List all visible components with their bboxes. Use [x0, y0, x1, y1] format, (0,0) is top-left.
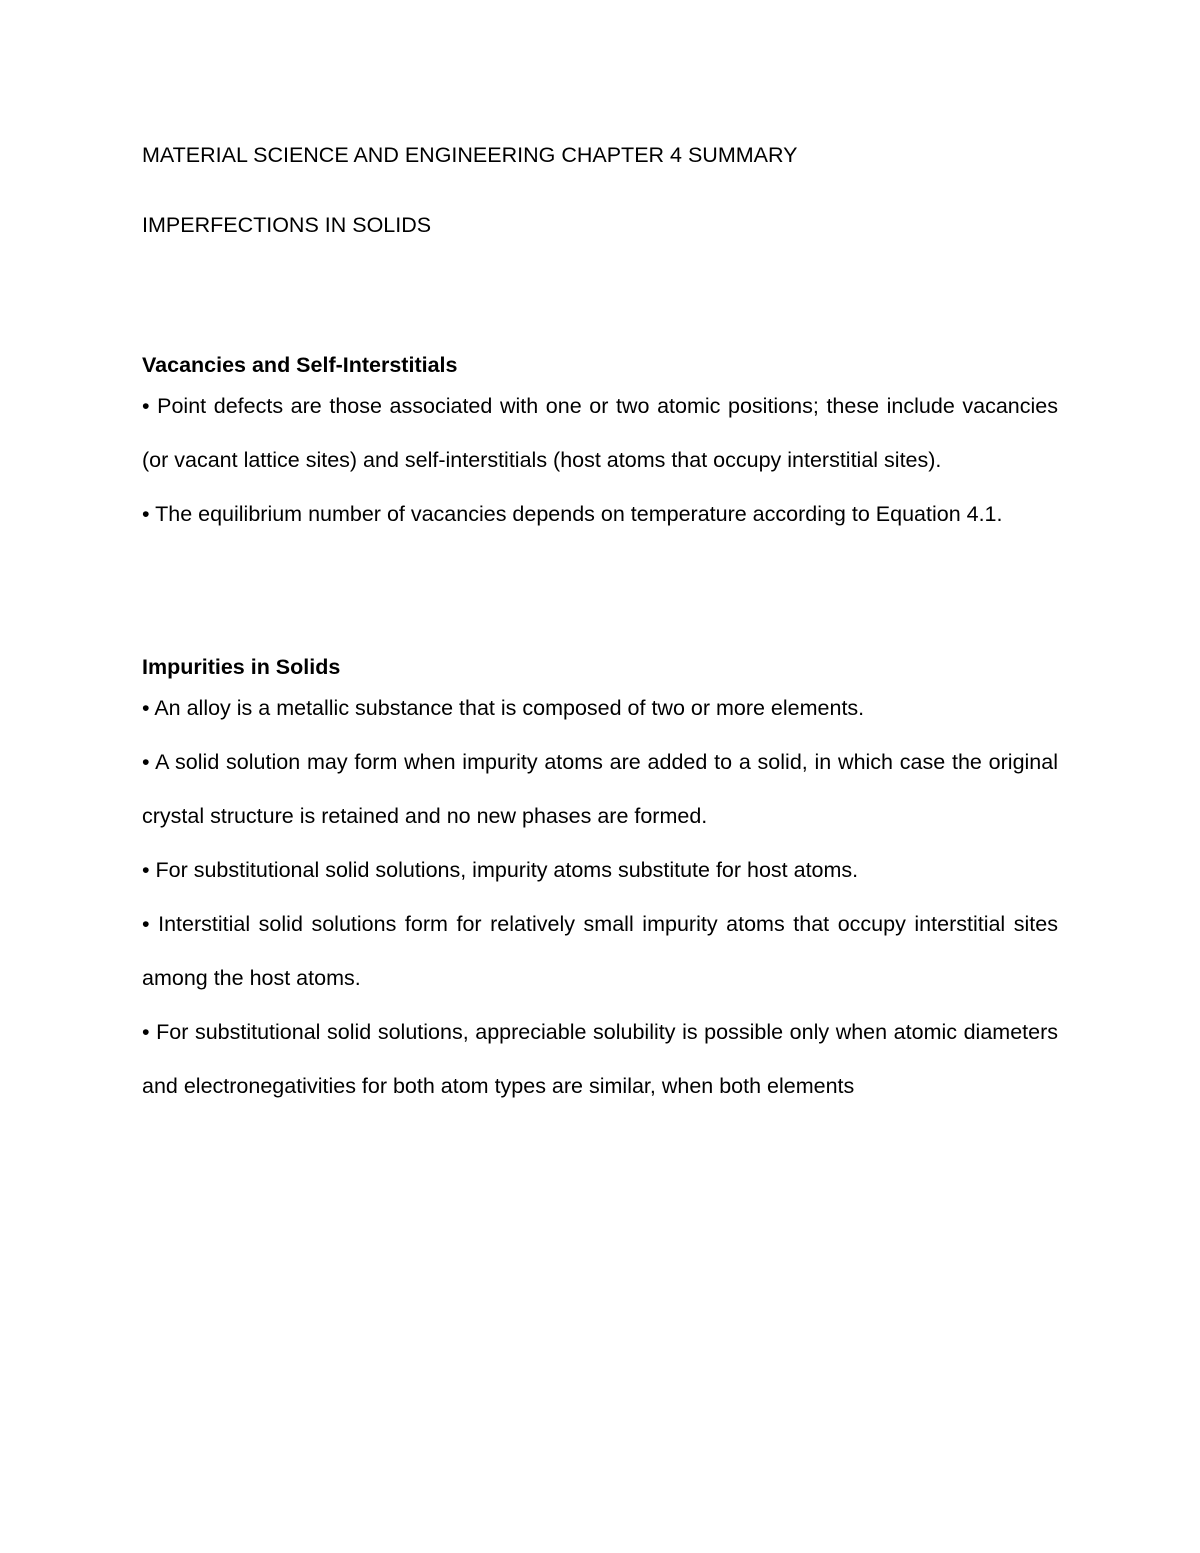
bullet-solid-solution: • A solid solution may form when impurity atoms are added to a solid, in which case the original crystal structure is retained and no new phases are formed.	[142, 750, 1058, 828]
bullet-interstitial: • Interstitial solid solutions form for relatively small impurity atoms that occupy interstitial sites among the host atoms.	[142, 912, 1058, 990]
bullet-solubility: • For substitutional solid solutions, appreciable solubility is possible only when atomic diameters and electronegativities for both atom types are similar, when both elements	[142, 1020, 1058, 1098]
section-heading-vacancies: Vacancies and Self-Interstitials	[142, 353, 458, 377]
bullet-point-defects: • Point defects are those associated with one or two atomic positions; these include vacancies (or vacant lattice sites) and self-interstitials (host atoms that occupy interstitial sites).	[142, 394, 1058, 472]
document-title: MATERIAL SCIENCE AND ENGINEERING CHAPTER 4 SUMMARY	[142, 143, 798, 167]
document-body	[142, 141, 1058, 1113]
bullet-equilibrium-vacancies: • The equilibrium number of vacancies depends on temperature according to Equation 4.1.	[142, 502, 1003, 526]
bullet-substitutional: • For substitutional solid solutions, impurity atoms substitute for host atoms.	[142, 858, 859, 882]
document-subtitle: IMPERFECTIONS IN SOLIDS	[142, 213, 432, 237]
section-heading-impurities: Impurities in Solids	[142, 655, 341, 679]
bullet-alloy: • An alloy is a metallic substance that is composed of two or more elements.	[142, 696, 865, 720]
